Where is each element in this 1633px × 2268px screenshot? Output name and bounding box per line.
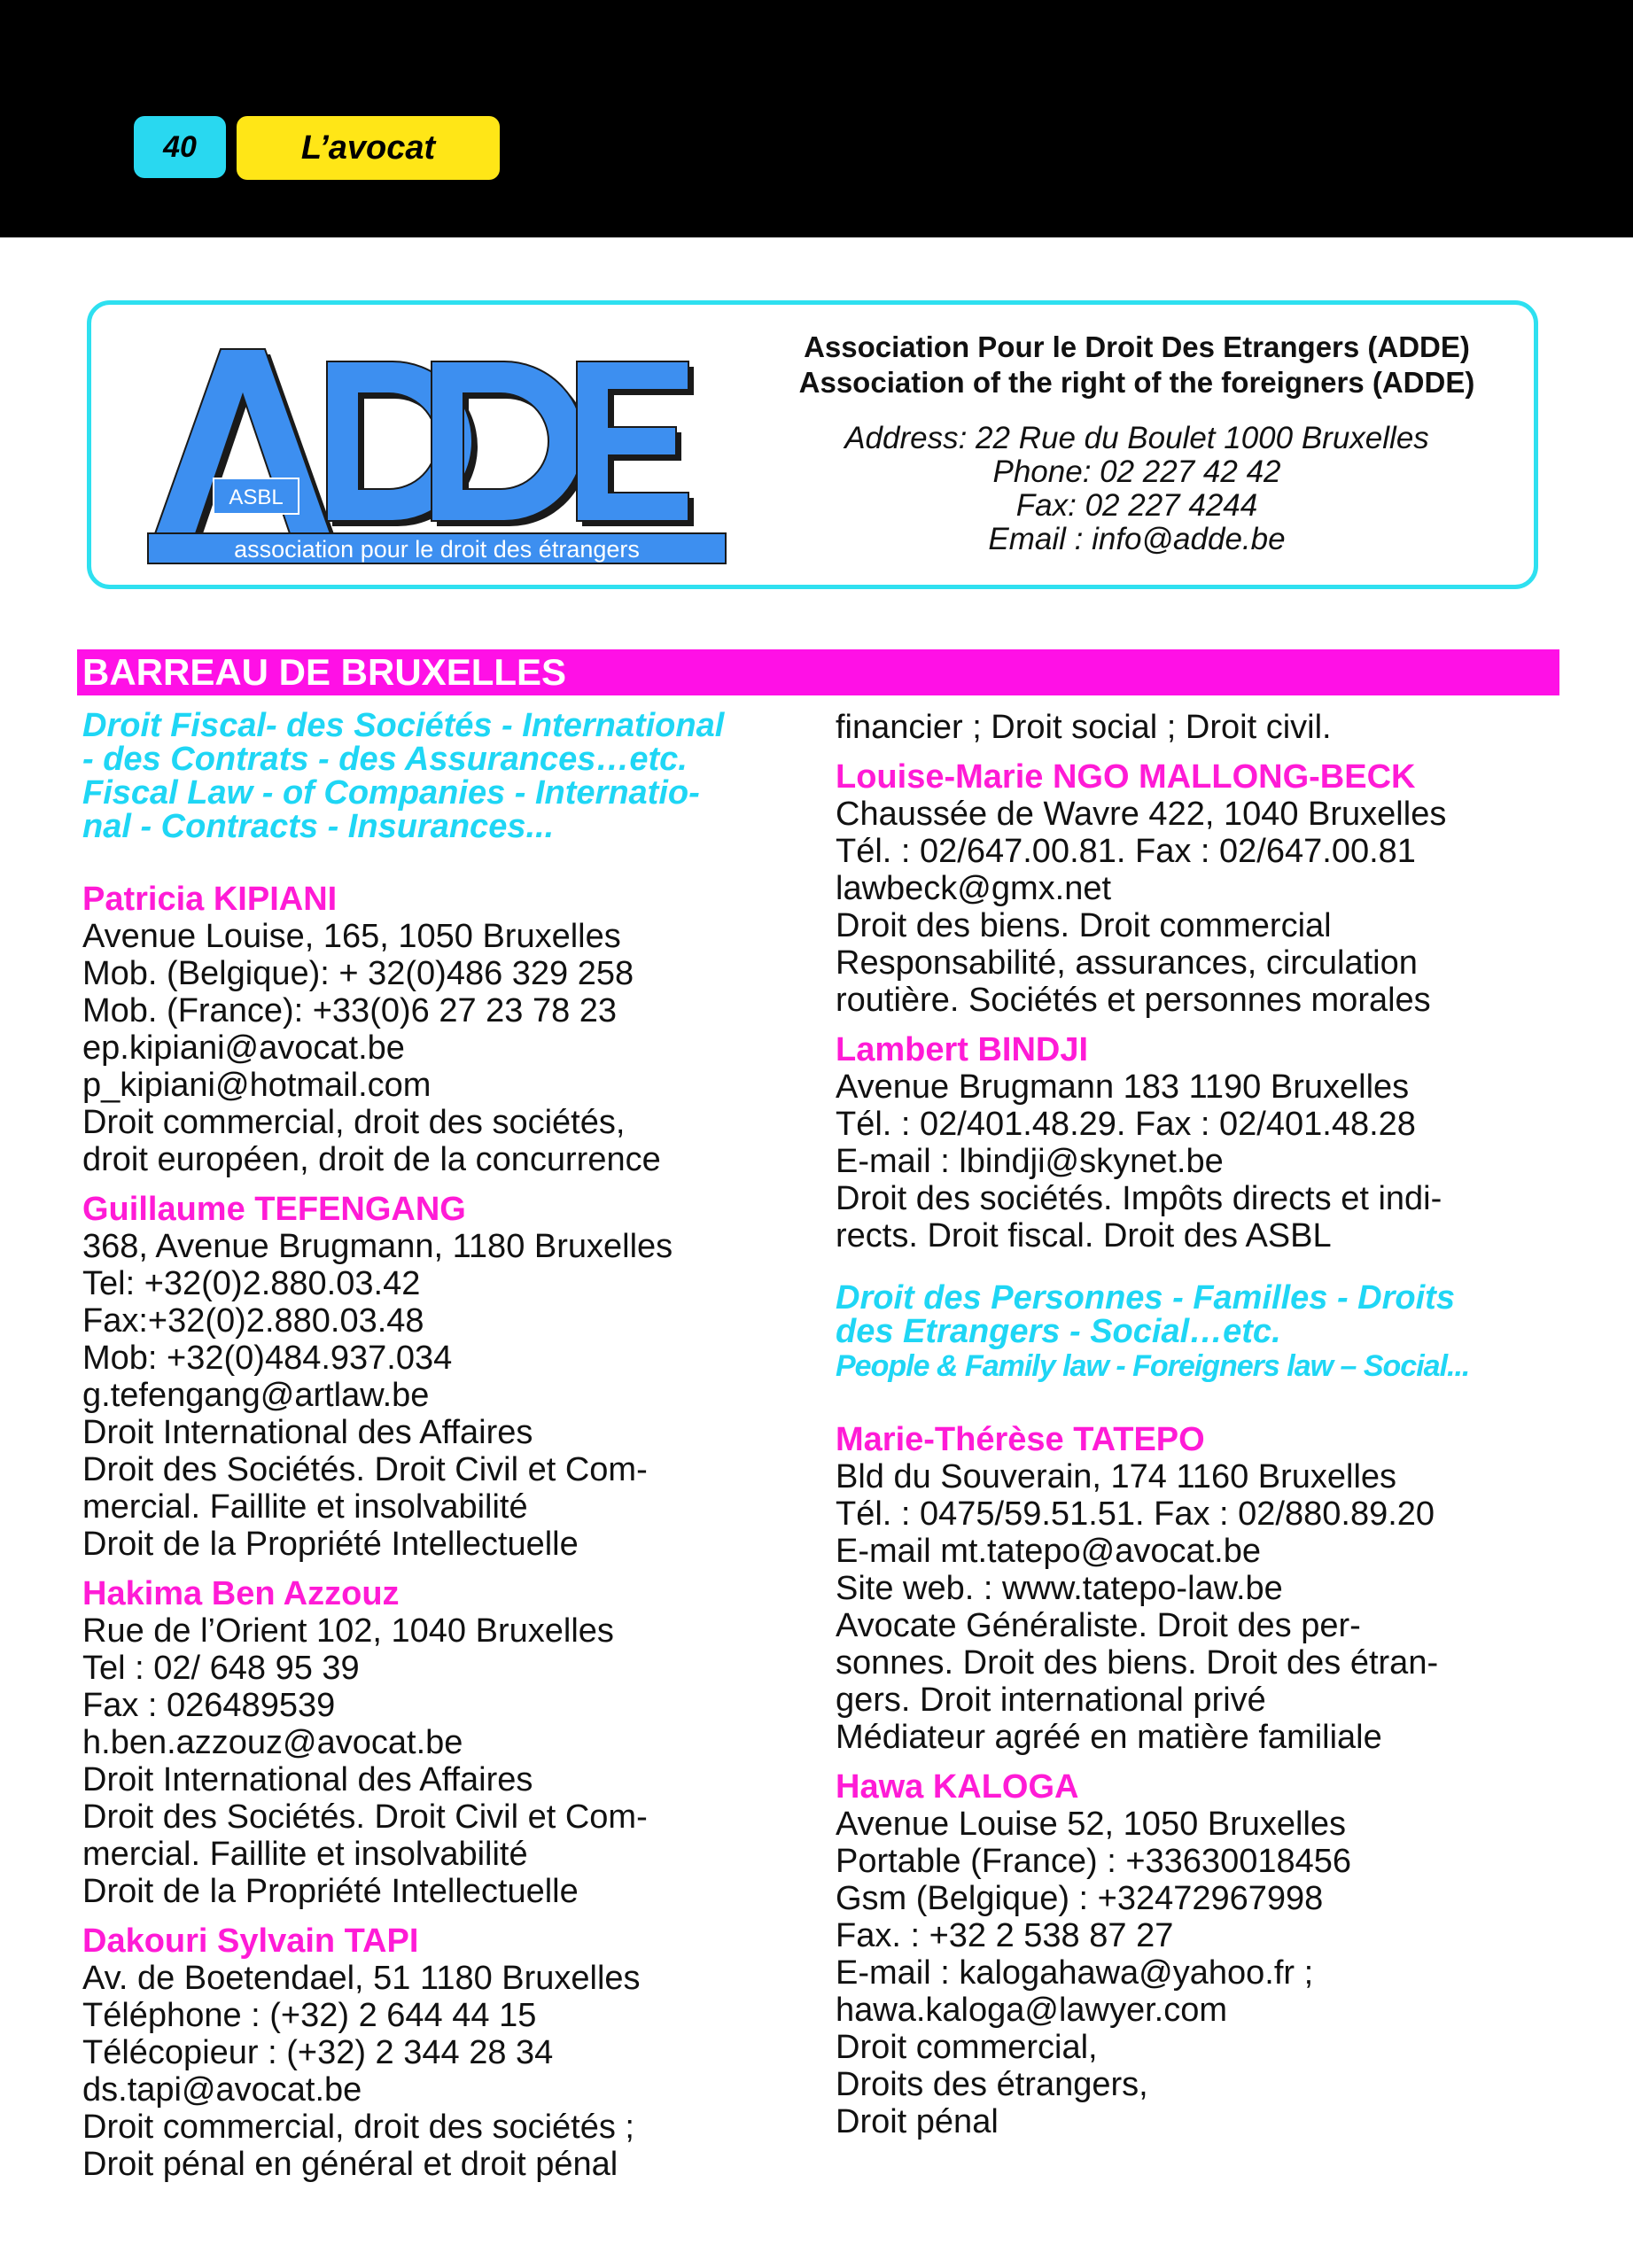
entry-line: sonnes. Droit des biens. Droit des étran-: [836, 1644, 1439, 1682]
entry-line: Mob. (Belgique): + 32(0)486 329 258: [82, 955, 634, 992]
entry-email[interactable]: ds.tapi@avocat.be: [82, 2071, 362, 2109]
entry-email[interactable]: E-mail : lbindji@skynet.be: [836, 1143, 1224, 1180]
category-line: Droit des Personnes - Familles - Droits: [836, 1279, 1455, 1317]
entry-line: routière. Sociétés et personnes morales: [836, 982, 1431, 1019]
entry-line: Droit International des Affaires: [82, 1761, 533, 1798]
adde-contact-info: [765, 330, 1509, 556]
lawyer-name: Marie-Thérèse TATEPO: [836, 1421, 1205, 1458]
entry-line: Tél. : 02/401.48.29. Fax : 02/401.48.28: [836, 1106, 1416, 1143]
adde-name-fr: Association Pour le Droit Des Etrangers (ADDE): [804, 330, 1470, 363]
entry-line: Tél. : 02/647.00.81. Fax : 02/647.00.81: [836, 833, 1416, 870]
entry-line: Fax. : +32 2 538 87 27: [836, 1917, 1174, 1954]
entry-line: Droit pénal: [836, 2103, 999, 2140]
entry-line: Téléphone : (+32) 2 644 44 15: [82, 1997, 537, 2034]
entry-line: mercial. Faillite et insolvabilité: [82, 1836, 528, 1873]
entry-email[interactable]: g.tefengang@artlaw.be: [82, 1377, 430, 1414]
entry-line: Gsm (Belgique) : +32472967998: [836, 1880, 1324, 1917]
lawyer-entry: [82, 1575, 836, 1910]
entry-email[interactable]: h.ben.azzouz@avocat.be: [82, 1724, 463, 1761]
adde-fax: Fax: 02 227 4244: [1015, 488, 1258, 523]
entry-line: Avenue Brugmann 183 1190 Bruxelles: [836, 1068, 1410, 1106]
continuation-line: financier ; Droit social ; Droit civil.: [836, 709, 1332, 746]
entry-line: Droits des étrangers,: [836, 2066, 1148, 2103]
barreau-banner: [77, 649, 1559, 695]
lawyer-name: Louise-Marie NGO MALLONG-BECK: [836, 758, 1416, 796]
adde-logo: [144, 337, 729, 567]
adde-email: Email : info@adde.be: [988, 522, 1286, 556]
lawyer-name: Dakouri Sylvain TAPI: [82, 1922, 419, 1960]
entry-line: Droit de la Propriété Intellectuelle: [82, 1526, 579, 1563]
lawyer-entry: [836, 1031, 1589, 1254]
entry-line: Tel: +32(0)2.880.03.42: [82, 1265, 421, 1302]
category-subtitle: People & Family law - Foreigners law – Social...: [836, 1349, 1470, 1383]
entry-line: Avocate Généraliste. Droit des per-: [836, 1607, 1361, 1644]
category-line: nal - Contracts - Insurances...: [82, 808, 555, 845]
lawyer-entry: [836, 1421, 1589, 1756]
entry-line: Droit commercial, droit des sociétés,: [82, 1104, 626, 1141]
adde-advert-box: [87, 300, 1538, 589]
entry-line: Av. de Boetendael, 51 1180 Bruxelles: [82, 1960, 641, 1997]
entry-line: Droit des Sociétés. Droit Civil et Com-: [82, 1798, 648, 1836]
adde-phone: Phone: 02 227 42 42: [992, 454, 1281, 489]
entry-line: rects. Droit fiscal. Droit des ASBL: [836, 1217, 1332, 1254]
page-number-badge: 40: [134, 116, 226, 178]
entry-line: Télécopieur : (+32) 2 344 28 34: [82, 2034, 554, 2071]
section-title-tab: L’avocat: [237, 116, 500, 180]
entry-line: Tél. : 0475/59.51.51. Fax : 02/880.89.20: [836, 1495, 1435, 1533]
top-header-bar: [0, 0, 1633, 237]
entry-email[interactable]: E-mail mt.tatepo@avocat.be: [836, 1533, 1262, 1570]
left-column: [82, 709, 836, 2183]
entry-line: Avenue Louise 52, 1050 Bruxelles: [836, 1806, 1347, 1843]
entry-line: Droit International des Affaires: [82, 1414, 533, 1451]
entry-line: droit européen, droit de la concurrence: [82, 1141, 661, 1178]
logo-tagline-text: association pour le droit des étrangers: [234, 536, 640, 563]
lawyer-entry: [82, 1191, 836, 1563]
entry-line: Droit des biens. Droit commercial: [836, 907, 1332, 944]
lawyer-name: Hakima Ben Azzouz: [82, 1575, 400, 1612]
entry-line: Droit commercial, droit des sociétés ;: [82, 2109, 634, 2146]
entry-line: Rue de l’Orient 102, 1040 Bruxelles: [82, 1612, 614, 1650]
lawyer-entry: [836, 758, 1589, 1019]
entry-line: Avenue Louise, 165, 1050 Bruxelles: [82, 918, 621, 955]
lawyer-name: Lambert BINDJI: [836, 1031, 1089, 1068]
lawyer-name: Hawa KALOGA: [836, 1768, 1079, 1806]
entry-line: Mob. (France): +33(0)6 27 23 78 23: [82, 992, 618, 1029]
entry-website[interactable]: Site web. : www.tatepo-law.be: [836, 1570, 1283, 1607]
entry-email[interactable]: lawbeck@gmx.net: [836, 870, 1112, 907]
category-line: - des Contrats - des Assurances…etc.: [82, 741, 688, 778]
entry-line: Fax : 026489539: [82, 1687, 336, 1724]
logo-asbl-text: ASBL: [229, 485, 284, 509]
category-line: Fiscal Law - of Companies - Internatio-: [82, 774, 700, 812]
adde-address: Address: 22 Rue du Boulet 1000 Bruxelles: [844, 421, 1429, 455]
entry-line: Droit des sociétés. Impôts directs et indi-: [836, 1180, 1442, 1217]
right-column: [836, 709, 1589, 2140]
entry-line: Portable (France) : +33630018456: [836, 1843, 1352, 1880]
entry-email[interactable]: ep.kipiani@avocat.be: [82, 1029, 405, 1067]
entry-line: Médiateur agréé en matière familiale: [836, 1719, 1382, 1756]
entry-line: Droit de la Propriété Intellectuelle: [82, 1873, 579, 1910]
entry-line: Mob: +32(0)484.937.034: [82, 1340, 453, 1377]
lawyer-entry: [836, 1768, 1589, 2140]
category-line: Droit Fiscal- des Sociétés - International: [82, 707, 725, 744]
entry-line: Responsabilité, assurances, circulation: [836, 944, 1418, 982]
lawyer-entry: [82, 881, 836, 1178]
banner-title: BARREAU DE BRUXELLES: [82, 651, 567, 693]
entry-line: Droit pénal en général et droit pénal: [82, 2146, 618, 2183]
lawyer-entry: [82, 1922, 836, 2183]
entry-email[interactable]: p_kipiani@hotmail.com: [82, 1067, 432, 1104]
entry-line: Chaussée de Wavre 422, 1040 Bruxelles: [836, 796, 1447, 833]
lawyer-name: Patricia KIPIANI: [82, 881, 338, 918]
entry-line: Bld du Souverain, 174 1160 Bruxelles: [836, 1458, 1397, 1495]
entry-line: Droit des Sociétés. Droit Civil et Com-: [82, 1451, 648, 1488]
entry-email[interactable]: hawa.kaloga@lawyer.com: [836, 1992, 1228, 2029]
adde-name-en: Association of the right of the foreigners (ADDE): [798, 366, 1475, 399]
entry-line: Droit commercial,: [836, 2029, 1098, 2066]
entry-line: Tel : 02/ 648 95 39: [82, 1650, 360, 1687]
entry-line: mercial. Faillite et insolvabilité: [82, 1488, 528, 1526]
entry-line: 368, Avenue Brugmann, 1180 Bruxelles: [82, 1228, 673, 1265]
entry-line: gers. Droit international privé: [836, 1682, 1266, 1719]
entry-email[interactable]: E-mail : kalogahawa@yahoo.fr ;: [836, 1954, 1314, 1992]
lawyer-name: Guillaume TEFENGANG: [82, 1191, 466, 1228]
category-line: des Etrangers - Social…etc.: [836, 1313, 1281, 1350]
entry-line: Fax:+32(0)2.880.03.48: [82, 1302, 424, 1340]
